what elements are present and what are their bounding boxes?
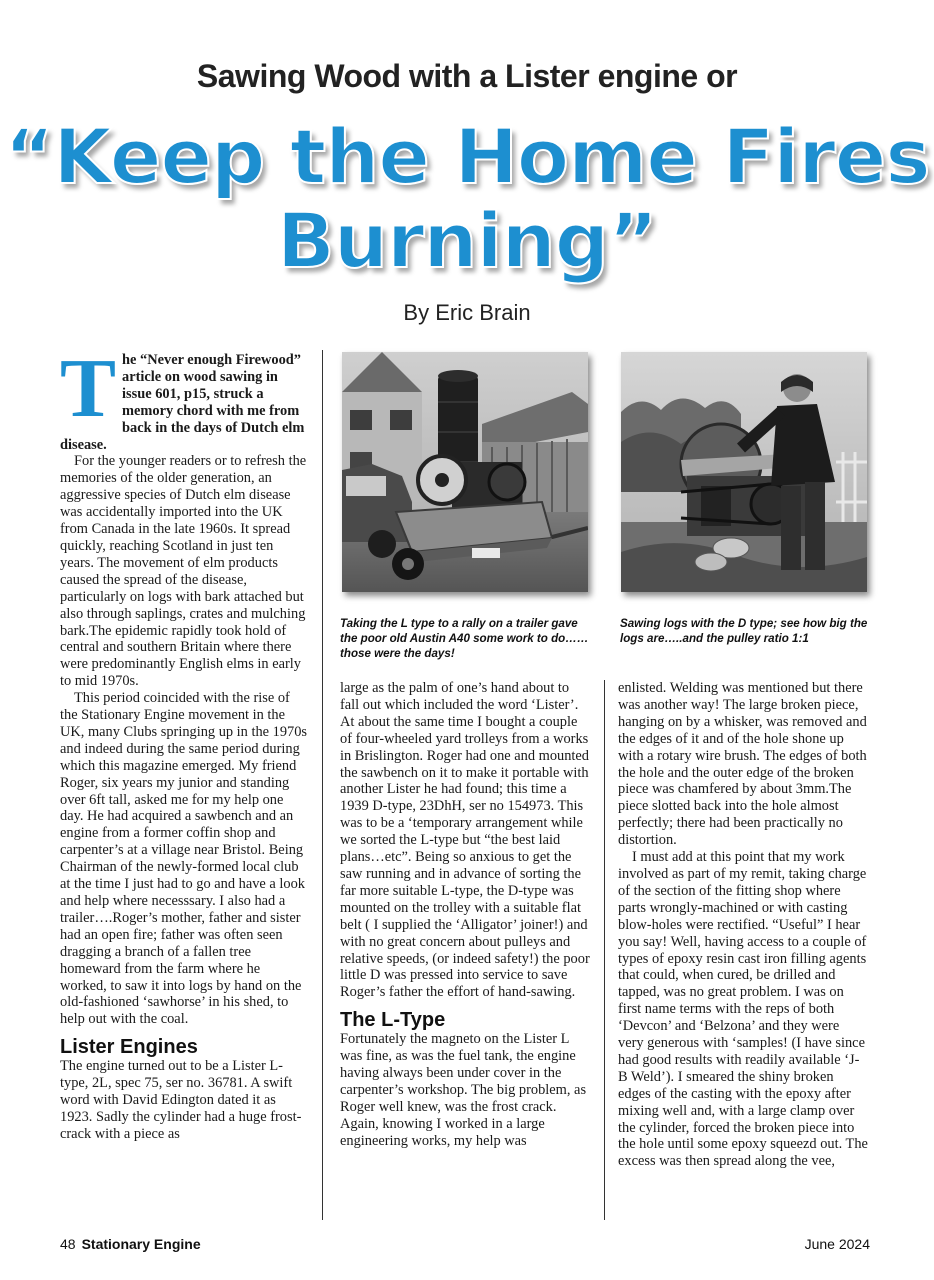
body-paragraph: This period coincided with the rise of the Stationary Engine movement in the UK, many Clubs springing up in the 1970s and indeed during the same period during which this magazine emerged. My friend Roger, six years my junior and standing over 6ft tall, asked me for my help one day. He had acquired a sawbench and an engine from a former coffin shop and carpenter’s at a village near Bristol. Being Chairman of the newly-formed local club at the time I just had to go and have a look and help where necesssary. I also had a trailer….Roger’s mother, father and sister had an open fire; father was often seen dragging a branch of a fallen tree homeward from the farm where he worked, to saw it into logs by hand on the old-fashioned ‘sawhorse’ in his shed, to help out with the coal.	[60, 690, 308, 1028]
main-headline-line-1: “Keep the Home Fires	[4, 112, 930, 201]
body-paragraph: enlisted. Welding was mentioned but there was another way! The large broken piece, hanging on by a whisker, was removed and the edges of it and of the hole shone up with a rotary wire brush. The edges of both the hole and the outer edge of the broken piece was chamfered by about 3mm.The piece slotted back into the hole almost perfectly; there had been practically no distortion.	[618, 680, 867, 849]
body-paragraph: For the younger readers or to refresh the memories of the older generation, an aggressive species of Dutch elm disease was accidentally imported into the UK from Canada in the late 1960s. It spread quickly, reaching Scotland in just ten years. The movement of elm products caused the spread of the disease, particularly on logs with bark attached but also through saplings, crates and mulching bark.The epidemic rapidly took hold of central and southern Britain where there were predominantly English elms in early to mid 1970s.	[60, 453, 307, 690]
subheading-lister-engines: Lister Engines	[60, 1036, 198, 1059]
photo-caption-1: Taking the L type to a rally on a trailer gave the poor old Austin A40 some work to do……those were the days!	[340, 617, 589, 660]
article-column-2	[340, 680, 590, 1224]
byline: By Eric Brain	[403, 300, 531, 325]
photo-lister-l-type-trailer	[342, 352, 588, 592]
page-number: 48	[60, 1236, 76, 1252]
body-paragraph: The engine turned out to be a Lister L-type, 2L, spec 75, ser no. 36781. A swift word with David Edington dated it as 1923. Sadly the cylinder had a huge frost-crack with a piece as	[60, 1058, 302, 1142]
photo-lister-l-type-trailer-image	[342, 352, 588, 592]
photo-d-type-sawing-logs-image	[621, 352, 867, 592]
magazine-name: Stationary Engine	[81, 1236, 201, 1252]
article-column-1	[60, 352, 310, 1224]
kicker-headline: Sawing Wood with a Lister engine or	[196, 58, 738, 94]
column-divider	[322, 350, 323, 1220]
drop-cap: T	[60, 352, 117, 435]
column-divider	[604, 680, 605, 1220]
body-paragraph: Fortunately the magneto on the Lister L was fine, as was the fuel tank, the engine having always been under cover in the carpenter’s workshop. The big problem, as Roger well knew, was the frost crack. Again, knowing I worked in a large engineering works, my help was	[340, 1031, 587, 1149]
body-paragraph: I must add at this point that my work involved as part of my remit, taking charge of the section of the fitting shop where parts wrongly-machined or with casting blow-holes were rectified. “Useful” I hear you say! Well, having access to a couple of types of epoxy resin cast iron filling agents that could, when cured, be drilled and tapped, was no great problem. I was on first name terms with the reps of both ‘Devcon’ and ‘Belzona’ and they were very generous with ‘samples! (I have since had good results with readily available ‘J-B Weld’). I smeared the shiny broken edges of the casting with the epoxy after mixing well and, with a large clamp over the cylinder, forced the broken piece into the hole until some epoxy squeezd out. The excess was then spread along the vee,	[618, 849, 868, 1170]
article-column-3	[618, 680, 868, 1224]
photo-caption-2: Sawing logs with the D type; see how big the logs are…..and the pulley ratio 1:1	[620, 617, 868, 645]
subheading-the-l-type: The L-Type	[340, 1009, 446, 1032]
lead-text: he “Never enough Firewood” article on wood sawing in issue 601, p15, struck a memory chord with me from back in the days of Dutch elm disease.	[60, 352, 305, 453]
main-headline-line-2: Burning”	[276, 196, 658, 285]
photo-d-type-sawing-logs	[621, 352, 867, 592]
issue-date: June 2024	[804, 1236, 870, 1252]
footer-left	[60, 1236, 201, 1252]
body-paragraph: large as the palm of one’s hand about to fall out which included the word ‘Lister’. At about the same time I bought a couple of four-wheeled yard trolleys from a works in Brislington. Roger had one and mounted the sawbench on it to make it portable with another Lister he had found; this time a 1939 D-type, 23DhH, ser no 154973. This was to be a ‘temporary arrangement while we sorted the L-type but “the best laid plans…etc”. Being so anxious to get the saw running and in advance of sorting the far more suitable L-type, the D-type was mounted on the trolley with a suitable flat belt ( I supplied the ‘Alligator’ joiner!) and with no great concern about pulleys and relative speeds, (or indeed safety!) the poor little D was pressed into service to save Roger’s father the effort of hand-sawing.	[340, 680, 590, 1001]
lead-paragraph	[60, 352, 310, 453]
